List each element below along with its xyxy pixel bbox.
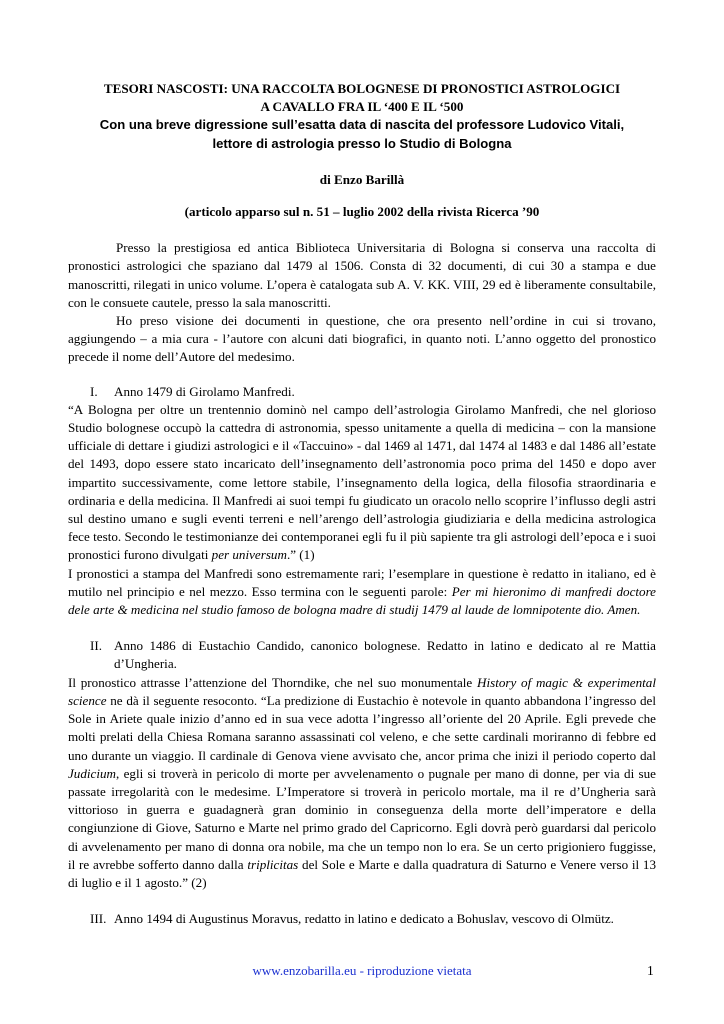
intro-paragraph-1: Presso la prestigiosa ed antica Biblioteca Universitaria di Bologna si conserva una raccolta di pronostici astrologici che spaziano dal 1479 al 1506. Consta di 32 documenti, di cui 30 a stampa e due manoscritti, rilegati in unico volume. L’opera è catalogata sub A. V. KK. VIII, 29 ed è liberamente consultabile, con le consuete cautele, presso la sala manoscritti.	[68, 240, 656, 310]
source-note: (articolo apparso sul n. 51 – luglio 2002 della rivista Ricerca ’90	[184, 204, 540, 220]
section-2-paragraph	[68, 674, 656, 892]
intro-paragraph-2: Ho preso visione dei documenti in questione, che ora presento nell’ordine in cui si trovano, aggiungendo – a mia cura - l’autore con alcuni dati biografici, in quanto noti. L’anno oggetto del pronostico precede il nome dell’Autore del medesimo.	[68, 313, 656, 365]
section-1-heading	[68, 383, 656, 401]
section-1-quote-text: “A Bologna per oltre un trentennio dominò nel campo dell’astrologia Girolamo Manfredi, che nel glorioso Studio bolognese occupò la cattedra di astronomia, spesso unitamente a quella di medicina – con la mansione ufficiale di dettare i giudizi astrologici e il «Taccuino» - dal 1469 al 1471, dal 1474 al 1483 e dal 1486 all’estate del 1493, dopo essere stato incaricato dell’insegnamento dell’astronomia poco prima del 1450 e dopo aver impartito successivamente, come lettore stabile, l’insegnamento della logica, della filosofia straordinaria e ordinaria e della medicina. Il Manfredi ai suoi tempi fu giudicato un oracolo nello scoprire l’influsso degli astri sul destino umano e sugli eventi terreni e nell’arengo dell’astrologia giudiziaria e della medicina astrologica fece testo. Secondo le testimonianze dei contemporanei egli fu il più sapiente tra gli astrologi dell’epoca e i suoi pronostici furono divulgati	[68, 401, 656, 563]
section-1-title: Anno 1479 di Girolamo Manfredi.	[114, 383, 295, 399]
section-2-text-d: del Sole e Marte e dalla quadratura di Saturno e Venere verso il 13 di luglio e il 1 agosto.” (2)	[68, 856, 656, 890]
document-page	[68, 80, 656, 928]
section-2-text-a: Il pronostico attrasse l’attenzione del Thorndike, che nel suo monumentale	[68, 674, 477, 690]
section-2-heading	[68, 637, 656, 673]
section-2-italic-1: History of magic & experimental science	[68, 674, 656, 708]
title-line-1: TESORI NASCOSTI: UNA RACCOLTA BOLOGNESE DI PRONOSTICI ASTROLOGICI	[103, 81, 621, 96]
section-2-text-c: , egli si troverà in pericolo di morte per avvelenamento o pugnale per mano di donne, per via di sue passate irregolarità con le medesime. L’Imperatore si troverà in pericolo mortale, ma il re d’Ungheria sarà vittorioso in guerra e guadagnerà gran dominio in conseguenza della morte dell’imperatore e della congiunzione di Giove, Saturno e Marte nel primo grado del Capricorno. Egli dovrà però guardarsi dal pericolo di avvelenamento per mano di donna ora nobile, ma che un tempo non lo era. Se un certo prigioniero fuggisse, il re avrebbe sofferto danno dalla	[68, 765, 656, 872]
section-2-number: II.	[90, 638, 102, 654]
section-2-italic-2: Judicium	[68, 765, 116, 781]
footer-website-link[interactable]: www.enzobarilla.eu - riproduzione vietata	[252, 963, 472, 978]
section-3-number: III.	[90, 911, 107, 927]
section-3-heading	[68, 910, 656, 928]
section-1-quote	[68, 401, 656, 565]
section-1-quote-italic: per universum	[211, 547, 287, 563]
author-line: di Enzo Barillà	[319, 171, 405, 187]
section-2-title: Anno 1486 di Eustachio Candido, canonico bolognese. Redatto in latino e dedicato al re Mattia d’Ungheria.	[114, 638, 656, 672]
section-1-number: I.	[90, 383, 98, 399]
section-1-p2-italic: Per mi hieronimo di manfredi doctore dele arte & medicina nel studio famoso de bologna madre di studij 1479 al laude de lomnipotente dio. Amen.	[68, 583, 656, 618]
section-2-italic-3: triplicitas	[247, 856, 299, 872]
section-3-title: Anno 1494 di Augustinus Moravus, redatto in latino e dedicato a Bohuslav, vescovo di Olmütz.	[114, 911, 614, 927]
page-number: 1	[647, 963, 654, 978]
section-2-text-b: ne dà il seguente resoconto. “La predizione di Eustachio è notevole in quanto abbandona l’ingresso del Sole in Ariete quale inizio d’anno ed in sua vece adotta l’ingresso all’oriente del 20 Aprile. Egli prevede che molti prelati della Chiesa Romana saranno assassinati col veleno, e che sette cardinali moriranno di febbre ed uno durante un viaggio. Il cardinale di Genova viene avvisato che, ancor prima che inizi il periodo coperto dal	[68, 692, 656, 763]
section-1-quote-end: .” (1)	[286, 547, 315, 563]
section-1-p2-text: I pronostici a stampa del Manfredi sono estremamente rari; l’esemplare in questione è redatto in italiano, ed è mutilo nel principio e nel mezzo. Esso termina con le seguenti parole:	[68, 565, 656, 599]
section-1-paragraph-2	[68, 565, 656, 620]
title-line-2: A CAVALLO FRA IL ‘400 E IL ‘500	[260, 99, 464, 115]
subtitle-line-2: lettore di astrologia presso lo Studio di Bologna	[212, 135, 512, 151]
subtitle-line-1: Con una breve digressione sull’esatta data di nascita del professore Ludovico Vitali,	[99, 117, 625, 133]
